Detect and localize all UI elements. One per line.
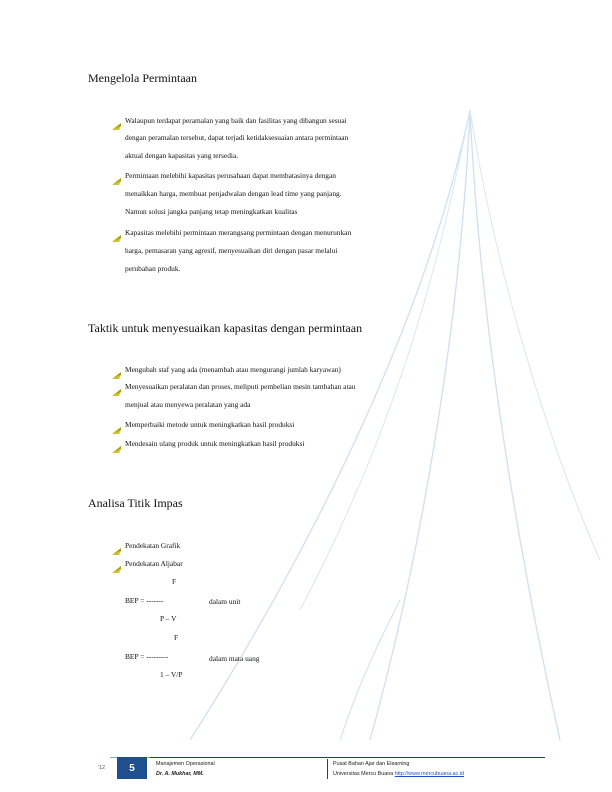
text-line: Kapasitas melebihi permintaan merangsang permintaan dengan menurunkan — [125, 228, 352, 237]
text-line: harga, pemasaran yang agresif, menyesuaikan diri dengan pasar melalui — [125, 246, 338, 255]
bullet-icon — [112, 366, 121, 373]
text-line: Walaupun terdapat peramalan yang baik dan fasilitas yang dibangun sesuai — [125, 116, 347, 125]
author-name: Dr. A. Mukhar, MM. — [156, 771, 204, 777]
text-line: Permintaan melebihi kapasitas perusahaan dapat membatasinya dengan — [125, 171, 336, 180]
university-line — [333, 771, 464, 777]
formula-unit: dalam mata uang — [209, 654, 260, 663]
formula-denominator: P – V — [160, 614, 177, 623]
text-line: Pendekatan Aljabar — [125, 559, 183, 568]
bullet-icon — [112, 560, 121, 567]
formula-numerator: F — [172, 577, 177, 586]
text-line: Namun solusi jangka panjang tetap meningkatkan kualitas — [125, 207, 298, 216]
university-link[interactable]: http://www.mercubuana.ac.id — [394, 771, 464, 777]
bullet-icon — [112, 421, 121, 428]
text-line: Mendesain ulang produk untuk meningkatkan hasil produksi — [125, 439, 305, 448]
text-line: menaikkan harga, membuat penjadwalan dengan lead time yang panjang. — [125, 189, 342, 198]
formula-lhs: BEP = ------- — [125, 596, 164, 605]
course-title: Manajemen Operasional — [156, 761, 215, 767]
bullet-icon — [112, 172, 121, 179]
footer-rule — [150, 757, 545, 758]
text-line: Mengubah staf yang ada (menambah atau mengurangi jumlah karyawan) — [125, 365, 341, 374]
section-heading-analisa-titik-impas: Analisa Titik Impas — [88, 496, 183, 510]
text-line: Memperbaiki metode untuk meningkatkan hasil produksi — [125, 420, 295, 429]
text-line: aktual dengan kapasitas yang tersedia. — [125, 151, 239, 160]
text-line: Menyesuaikan peralatan dan proses, meliputi pembelian mesin tambahan atau — [125, 382, 356, 391]
section-heading-mengelola-permintaan: Mengelola Permintaan — [88, 71, 197, 85]
text-line: perubahan produk. — [125, 264, 181, 273]
bullet-icon — [112, 542, 121, 549]
formula-denominator: 1 – V/P — [160, 670, 183, 679]
footer-divider — [327, 759, 328, 779]
footer-left-mark: '12 — [98, 765, 106, 771]
text-line: menjual atau menyewa peralatan yang ada — [125, 400, 251, 409]
bullet-icon — [112, 440, 121, 447]
text-line: Pendekatan Grafik — [125, 541, 181, 550]
formula-numerator: F — [174, 633, 179, 642]
center-title: Pusat Bahan Ajar dan Elearning — [333, 761, 410, 767]
bullet-icon — [112, 383, 121, 390]
university-name: Universitas Mercu Buana — [333, 771, 394, 777]
formula-unit: dalam unit — [209, 597, 241, 606]
text-line: dengan peramalan tersebut, dapat terjadi ketidaksesuaian antara permintaan — [125, 133, 349, 142]
bullet-icon — [112, 117, 121, 124]
formula-lhs: BEP = --------- — [125, 652, 169, 661]
section-heading-taktik: Taktik untuk menyesuaikan kapasitas dengan permintaan — [88, 321, 363, 335]
page-number: 5 — [117, 757, 147, 779]
bullet-icon — [112, 229, 121, 236]
